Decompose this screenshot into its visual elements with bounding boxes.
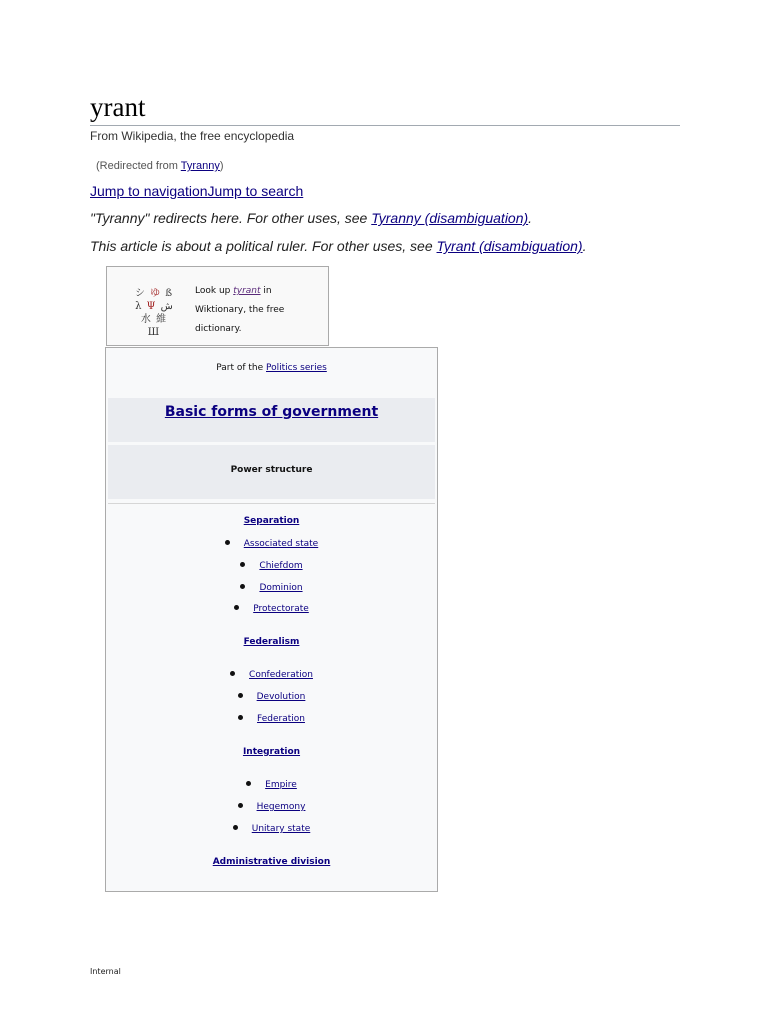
- series-row: [108, 350, 435, 396]
- bullet-icon: [238, 803, 243, 808]
- wiktionary-term-link[interactable]: tyrant: [233, 286, 261, 296]
- administrative-division-link[interactable]: Administrative division: [212, 857, 331, 867]
- basic-forms-of-government-link[interactable]: Basic forms of government: [164, 404, 379, 420]
- bullet-icon: [246, 781, 251, 786]
- group-heading-federalism: [108, 637, 435, 647]
- dominion-link[interactable]: Dominion: [259, 583, 303, 593]
- hatnote-tyrant: [90, 238, 586, 254]
- bullet-icon: [225, 540, 230, 545]
- jump-to-navigation-link[interactable]: Jump to navigation: [90, 183, 208, 199]
- wiktionary-line-3: dictionary.: [195, 324, 242, 334]
- group-heading-integration: [108, 747, 435, 757]
- hegemony-link[interactable]: Hegemony: [256, 802, 306, 812]
- politics-sidebar: [105, 347, 438, 892]
- tyrant-disambiguation-link[interactable]: Tyrant (disambiguation): [436, 238, 583, 254]
- unitary-state-link[interactable]: Unitary state: [251, 824, 311, 834]
- redirect-suffix: ): [219, 160, 224, 172]
- jump-to-search-link[interactable]: Jump to search: [207, 183, 304, 199]
- page-title: yrant: [90, 92, 146, 122]
- list-item: [108, 692, 435, 702]
- bullet-icon: [240, 584, 245, 589]
- bullet-icon: [234, 605, 239, 610]
- empire-link[interactable]: Empire: [265, 780, 297, 790]
- redirect-note: [96, 160, 224, 172]
- wiktionary-line-2: Wiktionary, the free: [195, 305, 285, 315]
- bullet-icon: [233, 825, 238, 830]
- list-item: [108, 539, 435, 549]
- in-text: in: [260, 286, 272, 296]
- list-item: [108, 802, 435, 812]
- list-item: [108, 824, 435, 834]
- title-divider: [90, 125, 680, 126]
- list-item: [108, 583, 435, 593]
- confederation-link[interactable]: Confederation: [249, 670, 313, 680]
- hatnote-tyranny: [90, 210, 532, 226]
- bullet-icon: [240, 562, 245, 567]
- sidebar-heading: [108, 398, 435, 442]
- redirect-source-link[interactable]: Tyranny: [180, 160, 220, 172]
- group-heading-separation: [108, 516, 435, 526]
- protectorate-link[interactable]: Protectorate: [253, 604, 309, 614]
- hatnote-period: .: [528, 210, 533, 226]
- hatnote-text: "Tyranny" redirects here. For other uses, see: [90, 210, 372, 226]
- federation-link[interactable]: Federation: [257, 714, 305, 724]
- federalism-link[interactable]: Federalism: [243, 637, 300, 647]
- tyranny-disambiguation-link[interactable]: Tyranny (disambiguation): [371, 210, 529, 226]
- wiktionary-text: [195, 282, 315, 339]
- bullet-icon: [238, 693, 243, 698]
- list-item: [108, 604, 435, 614]
- wiktionary-logo-icon: シ ゆ ß λ Ψ ش 水 維 Ш: [134, 288, 174, 338]
- jump-links: [90, 183, 303, 199]
- wiktionary-box: [106, 266, 329, 346]
- bullet-icon: [238, 715, 243, 720]
- site-tagline: From Wikipedia, the free encyclopedia: [90, 129, 295, 143]
- list-item: [108, 780, 435, 790]
- chiefdom-link[interactable]: Chiefdom: [259, 561, 303, 571]
- hatnote-period: .: [582, 238, 587, 254]
- hatnote-text: This article is about a political ruler. For other uses, see: [90, 238, 437, 254]
- associated-state-link[interactable]: Associated state: [243, 539, 319, 549]
- power-structure-header: Power structure: [108, 445, 435, 499]
- group-heading-administrative-division: [108, 857, 435, 867]
- politics-series-link[interactable]: Politics series: [266, 363, 327, 373]
- power-structure-list: [108, 503, 435, 889]
- redirect-prefix: (Redirected from: [96, 160, 181, 172]
- integration-link[interactable]: Integration: [242, 747, 301, 757]
- separation-link[interactable]: Separation: [243, 516, 300, 526]
- bullet-icon: [230, 671, 235, 676]
- list-item: [108, 714, 435, 724]
- list-item: [108, 670, 435, 680]
- list-item: [108, 561, 435, 571]
- series-prefix: Part of the: [216, 363, 266, 373]
- classification-label: Internal: [90, 967, 121, 976]
- look-up-text: Look up: [195, 286, 234, 296]
- devolution-link[interactable]: Devolution: [256, 692, 306, 702]
